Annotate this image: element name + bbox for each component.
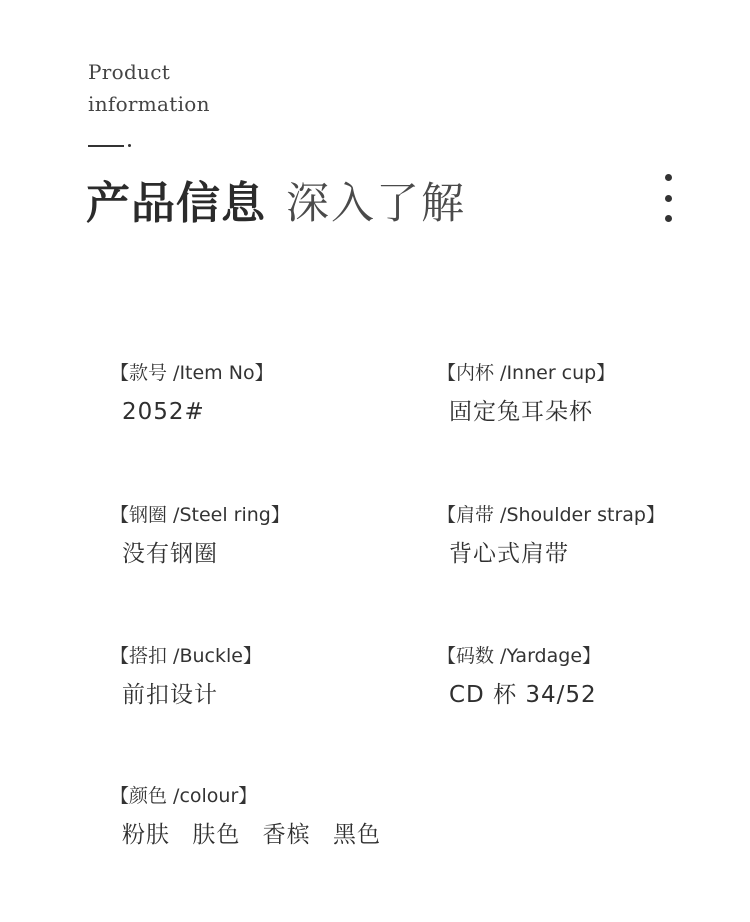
page-title-main: 产品信息 bbox=[86, 178, 266, 229]
spec-value: 2052# bbox=[122, 399, 205, 425]
dot bbox=[665, 195, 672, 202]
spec-inner-cup bbox=[437, 360, 615, 426]
english-heading-line2: information bbox=[88, 92, 210, 116]
dot bbox=[665, 215, 672, 222]
spec-label: 【钢圈 /Steel ring】 bbox=[110, 504, 290, 526]
colour-options bbox=[122, 821, 395, 849]
spec-steel-ring bbox=[110, 502, 290, 568]
spec-label: 【搭扣 /Buckle】 bbox=[110, 645, 262, 667]
spec-shoulder-strap bbox=[437, 502, 665, 568]
spec-label: 【款号 /Item No】 bbox=[110, 362, 274, 384]
page-title-sub: 深入了解 bbox=[286, 179, 466, 229]
colour-option: 粉肤 bbox=[122, 822, 170, 848]
spec-value: 前扣设计 bbox=[122, 682, 218, 708]
heading-divider bbox=[88, 145, 124, 147]
colour-option: 香槟 bbox=[262, 822, 311, 848]
spec-colour bbox=[110, 783, 395, 849]
colour-option: 黑色 bbox=[332, 822, 381, 848]
spec-label: 【颜色 /colour】 bbox=[110, 785, 258, 807]
spec-yardage bbox=[437, 643, 601, 709]
spec-label: 【内杯 /Inner cup】 bbox=[437, 362, 616, 384]
spec-item-no bbox=[110, 360, 274, 426]
spec-label: 【码数 /Yardage】 bbox=[437, 645, 602, 667]
divider-dot bbox=[128, 144, 131, 147]
spec-label: 【肩带 /Shoulder strap】 bbox=[437, 504, 665, 526]
page-title bbox=[86, 176, 466, 241]
spec-value: 没有钢圈 bbox=[122, 541, 218, 567]
vertical-dots-icon bbox=[665, 174, 673, 224]
dot bbox=[665, 174, 672, 181]
colour-option: 肤色 bbox=[192, 822, 241, 848]
spec-value: 固定兔耳朵杯 bbox=[449, 399, 593, 425]
english-heading bbox=[88, 56, 210, 120]
spec-value: 背心式肩带 bbox=[449, 541, 569, 567]
spec-buckle bbox=[110, 643, 262, 709]
english-heading-line1: Product bbox=[88, 60, 171, 84]
spec-value: CD 杯 34/52 bbox=[449, 682, 597, 708]
